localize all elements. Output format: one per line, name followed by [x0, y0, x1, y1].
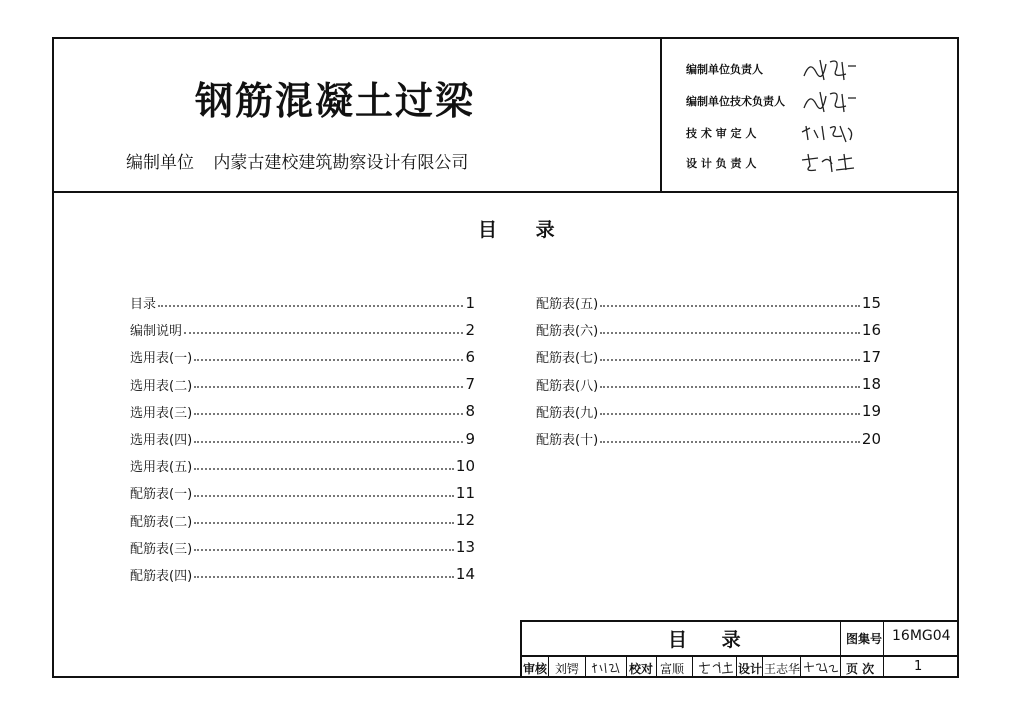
toc-entry-label: 选用表(二): [130, 378, 193, 394]
atlas-title: 钢筋混凝土过梁: [195, 79, 476, 123]
handwritten-signature: [796, 148, 866, 178]
org-label: 编制单位: [126, 153, 194, 173]
title-block-gridline: [883, 620, 884, 678]
leader-dots: [600, 431, 860, 443]
toc-entry-label: 配筋表(四): [130, 568, 193, 584]
toc-entry-label: 目录: [130, 297, 157, 313]
leader-dots: [600, 295, 860, 307]
atlas-number: 16MG04: [892, 628, 951, 644]
toc-entry[interactable]: [130, 343, 475, 370]
toc-entry-page: 19: [861, 402, 881, 421]
toc-entry[interactable]: [130, 507, 475, 534]
leader-dots: [194, 512, 454, 524]
signatory-role: 编制单位负责人: [686, 63, 763, 76]
leader-dots: [184, 322, 463, 334]
toc-entry[interactable]: [536, 316, 881, 343]
signatory-row: [686, 90, 946, 114]
signatory-row: [686, 152, 946, 176]
header-divider: [52, 191, 959, 193]
toc-entry[interactable]: [130, 452, 475, 479]
toc-entry[interactable]: [130, 479, 475, 506]
toc-entry-label: 配筋表(五): [536, 297, 599, 313]
toc-entry-page: 11: [455, 483, 475, 502]
title-block-gridline: [692, 655, 693, 678]
toc-entry[interactable]: [130, 289, 475, 316]
toc-entry-page: 18: [861, 375, 881, 394]
toc-entry-label: 配筋表(一): [130, 487, 193, 503]
toc-entry-page: 15: [861, 293, 881, 312]
toc-entry[interactable]: [130, 316, 475, 343]
title-block-gridline: [585, 655, 586, 678]
toc-entry-page: 20: [861, 429, 881, 448]
leader-dots: [194, 485, 454, 497]
toc-entry[interactable]: [130, 371, 475, 398]
compiling-organization: [126, 148, 468, 173]
toc-entry-page: 16: [861, 320, 881, 339]
toc-entry[interactable]: [536, 343, 881, 370]
leader-dots: [600, 376, 860, 388]
toc-entry-page: 6: [465, 347, 475, 366]
toc-entry-page: 13: [455, 538, 475, 557]
toc-entry-label: 配筋表(八): [536, 378, 599, 394]
leader-dots: [194, 566, 454, 578]
leader-dots: [600, 349, 860, 361]
toc-entry[interactable]: [536, 398, 881, 425]
signatory-row: [686, 122, 946, 146]
toc-entry-label: 选用表(五): [130, 460, 193, 476]
title-block-gridline: [626, 655, 627, 678]
toc-entry[interactable]: [536, 371, 881, 398]
reviewer-name: 刘锷: [555, 662, 580, 676]
title-block-gridline: [736, 655, 737, 678]
title-block-gridline: [800, 655, 801, 678]
toc-entry-page: 17: [861, 347, 881, 366]
atlas-number-label: 图集号: [846, 632, 883, 646]
toc-entry[interactable]: [130, 398, 475, 425]
design-label: 设计: [738, 662, 763, 676]
leader-dots: [194, 431, 463, 443]
toc-entry[interactable]: [130, 561, 475, 588]
leader-dots: [600, 403, 860, 415]
org-name: 内蒙古建校建筑勘察设计有限公司: [213, 153, 469, 173]
toc-entry-label: 选用表(一): [130, 351, 193, 367]
header-column-divider: [660, 37, 662, 193]
toc-entry[interactable]: [536, 289, 881, 316]
check-label: 校对: [629, 662, 654, 676]
signatory-role: 技 术 审 定 人: [686, 127, 757, 140]
toc-heading: 目 录: [478, 219, 571, 241]
toc-entry-label: 选用表(四): [130, 433, 193, 449]
toc-entry-label: 配筋表(九): [536, 405, 599, 421]
designer-signature: [802, 657, 840, 677]
leader-dots: [158, 295, 463, 307]
toc-entry-page: 7: [465, 375, 475, 394]
toc-entry-label: 配筋表(七): [536, 351, 599, 367]
leader-dots: [194, 539, 454, 551]
title-block-gridline: [840, 620, 841, 678]
review-label: 审核: [523, 662, 548, 676]
checker-name: 富顺: [660, 662, 685, 676]
toc-left-column: [130, 289, 475, 588]
toc-entry-label: 配筋表(二): [130, 514, 193, 530]
designer-name: 王志华: [764, 662, 801, 676]
toc-entry-label: 编制说明: [130, 324, 183, 340]
leader-dots: [194, 403, 463, 415]
toc-entry-page: 2: [465, 320, 475, 339]
handwritten-signature: [796, 86, 866, 116]
toc-entry-label: 配筋表(三): [130, 541, 193, 557]
title-block-gridline: [762, 655, 763, 678]
toc-entry[interactable]: [130, 534, 475, 561]
handwritten-signature: [796, 118, 866, 148]
toc-entry-page: 9: [465, 429, 475, 448]
toc-entry-page: 12: [455, 511, 475, 530]
toc-entry-page: 8: [465, 402, 475, 421]
toc-right-column: [536, 289, 881, 452]
title-block-gridline: [548, 655, 549, 678]
leader-dots: [194, 458, 454, 470]
toc-entry-label: 配筋表(六): [536, 324, 599, 340]
handwritten-signature: [796, 54, 866, 84]
toc-entry-page: 14: [455, 565, 475, 584]
toc-entry-page: 10: [455, 456, 475, 475]
toc-entry[interactable]: [536, 425, 881, 452]
title-block-gridline: [656, 655, 657, 678]
title-block-title: 目 录: [668, 629, 755, 651]
leader-dots: [194, 376, 463, 388]
toc-entry[interactable]: [130, 425, 475, 452]
page-label: 页 次: [846, 662, 875, 676]
leader-dots: [194, 349, 463, 361]
signatory-role: 编制单位技术负责人: [686, 95, 785, 108]
reviewer-signature: [589, 657, 623, 677]
signatory-row: [686, 58, 946, 82]
toc-entry-label: 配筋表(十): [536, 433, 599, 449]
page-number: 1: [914, 659, 923, 674]
toc-entry-page: 1: [465, 293, 475, 312]
toc-entry-label: 选用表(三): [130, 405, 193, 421]
checker-signature: [696, 657, 734, 677]
leader-dots: [600, 322, 860, 334]
signatory-role: 设 计 负 责 人: [686, 157, 757, 170]
